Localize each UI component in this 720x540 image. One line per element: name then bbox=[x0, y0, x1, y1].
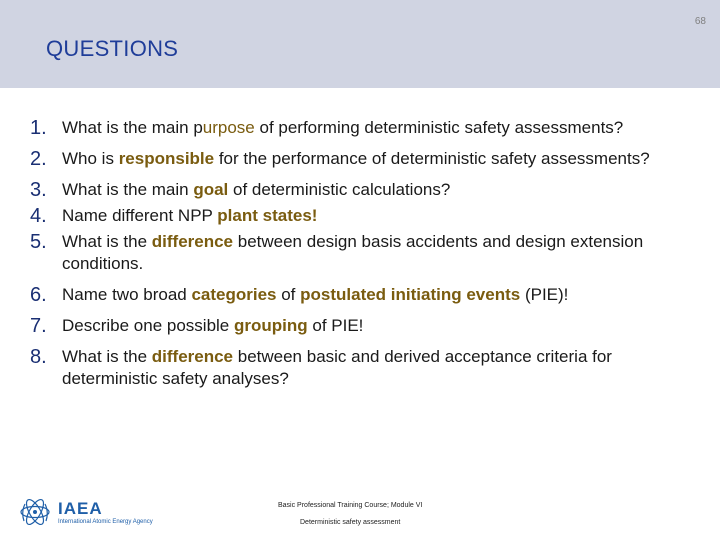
question-text: What is the main p bbox=[62, 118, 203, 137]
question-text: between design basis accidents and design extension conditions. bbox=[62, 232, 644, 273]
question-keyword: difference bbox=[151, 347, 234, 366]
page-number: 68 bbox=[694, 16, 706, 27]
question-text: Name two broad bbox=[62, 285, 192, 304]
question-number: 5. bbox=[30, 231, 47, 253]
question-number: 3. bbox=[30, 179, 47, 201]
question-number: 8. bbox=[30, 346, 47, 368]
page-title: QUESTIONS bbox=[46, 36, 179, 61]
question-text: What is the main bbox=[62, 180, 194, 199]
iaea-logo bbox=[18, 495, 168, 529]
question-text: Describe one possible bbox=[62, 316, 234, 335]
question-keyword: goal bbox=[193, 180, 229, 199]
question-item bbox=[30, 231, 700, 275]
question-text: of deterministic calculations? bbox=[228, 180, 451, 199]
question-keyword: categories bbox=[191, 285, 277, 304]
question-keyword: difference bbox=[151, 232, 234, 251]
question-item bbox=[30, 179, 700, 201]
question-keyword: urpose bbox=[202, 118, 255, 137]
question-text: Name different NPP bbox=[62, 206, 218, 225]
logo-subtitle: International Atomic Energy Agency bbox=[58, 519, 153, 525]
footer-topic: Deterministic safety assessment bbox=[300, 519, 401, 526]
question-item bbox=[30, 315, 700, 337]
question-text: (PIE)! bbox=[520, 285, 569, 304]
question-text: Who is bbox=[62, 149, 119, 168]
question-item bbox=[30, 117, 700, 139]
question-item bbox=[30, 284, 700, 306]
question-list bbox=[30, 117, 700, 394]
question-text: What is the bbox=[62, 232, 152, 251]
question-number: 2. bbox=[30, 148, 47, 170]
question-text: for the performance of deterministic safety assessments? bbox=[214, 149, 650, 168]
question-text: of bbox=[276, 285, 301, 304]
question-number: 1. bbox=[30, 117, 47, 139]
question-text: What is the bbox=[62, 347, 152, 366]
question-text: of performing deterministic safety assessments? bbox=[254, 118, 624, 137]
logo-text: IAEA bbox=[58, 499, 103, 518]
question-number: 4. bbox=[30, 205, 47, 227]
question-keyword: postulated initiating events bbox=[300, 285, 521, 304]
question-keyword: responsible bbox=[118, 149, 215, 168]
question-keyword: grouping bbox=[233, 316, 308, 335]
question-text: of PIE! bbox=[307, 316, 364, 335]
question-item bbox=[30, 205, 700, 227]
question-text: between basic and derived acceptance criteria for deterministic safety analyses? bbox=[62, 347, 612, 388]
footer-course: Basic Professional Training Course; Module VI bbox=[278, 502, 423, 509]
question-number: 6. bbox=[30, 284, 47, 306]
question-keyword: plant states! bbox=[217, 206, 318, 225]
question-item bbox=[30, 346, 700, 390]
question-number: 7. bbox=[30, 315, 47, 337]
question-item bbox=[30, 148, 700, 170]
iaea-emblem-icon bbox=[18, 495, 52, 529]
